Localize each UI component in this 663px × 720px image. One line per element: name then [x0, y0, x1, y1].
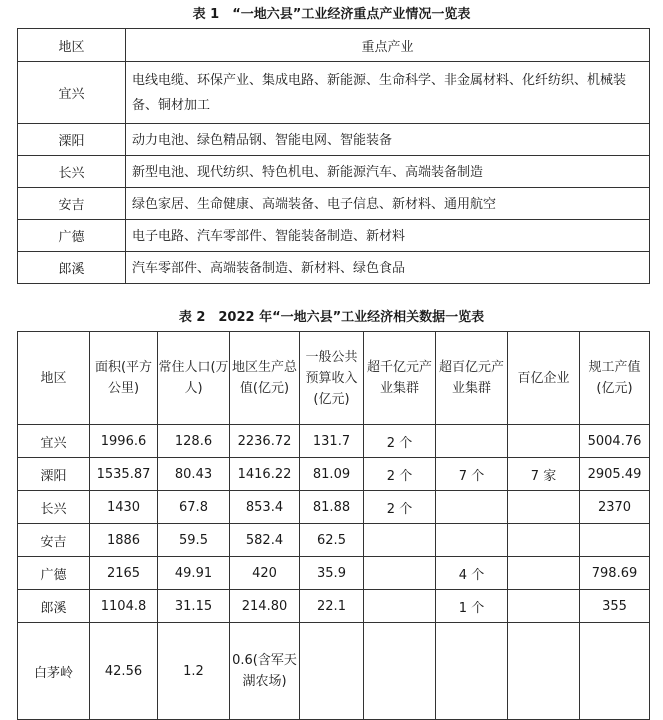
table1-caption: 表 1 “一地六县”工业经济重点产业情况一览表	[192, 7, 471, 22]
header-industries: 重点产业	[126, 29, 650, 62]
table-row	[18, 524, 650, 557]
table-header-row	[18, 29, 650, 62]
industrial-output-cell: 798.69	[580, 557, 650, 590]
region-cell: 郎溪	[18, 252, 126, 284]
table-row	[18, 425, 650, 458]
gdp-cell: 2236.72	[230, 425, 300, 458]
gdp-cell: 582.4	[230, 524, 300, 557]
region-cell: 长兴	[18, 491, 90, 524]
budget-revenue-cell: 81.88	[300, 491, 364, 524]
area-cell: 2165	[90, 557, 158, 590]
population-cell: 59.5	[158, 524, 230, 557]
table-row	[18, 590, 650, 623]
gdp-cell: 1416.22	[230, 458, 300, 491]
area-cell: 1535.87	[90, 458, 158, 491]
10b-clusters-cell: 4 个	[436, 557, 508, 590]
region-cell: 溧阳	[18, 458, 90, 491]
table-header-row	[18, 332, 650, 425]
table-row	[18, 188, 650, 220]
industrial-output-cell: 5004.76	[580, 425, 650, 458]
table-row	[18, 220, 650, 252]
header-population: 常住人口(万人)	[158, 332, 230, 425]
header-industrial-output: 规工产值(亿元)	[580, 332, 650, 425]
100b-clusters-cell	[364, 557, 436, 590]
10b-enterprises-cell	[508, 623, 580, 720]
area-cell: 42.56	[90, 623, 158, 720]
header-gdp: 地区生产总值(亿元)	[230, 332, 300, 425]
industries-cell: 动力电池、绿色精品钢、智能电网、智能装备	[126, 124, 650, 156]
table-row	[18, 62, 650, 124]
industries-cell: 电线电缆、环保产业、集成电路、新能源、生命科学、非金属材料、化纤纺织、机械装备、铜材加工	[126, 62, 650, 124]
100b-clusters-cell: 2 个	[364, 425, 436, 458]
population-cell: 80.43	[158, 458, 230, 491]
header-region: 地区	[18, 332, 90, 425]
budget-revenue-cell: 81.09	[300, 458, 364, 491]
budget-revenue-cell: 22.1	[300, 590, 364, 623]
region-cell: 安吉	[18, 524, 90, 557]
budget-revenue-cell: 35.9	[300, 557, 364, 590]
economic-data-table	[17, 331, 650, 720]
100b-clusters-cell	[364, 590, 436, 623]
10b-enterprises-cell	[508, 557, 580, 590]
gdp-cell: 0.6(含军天湖农场)	[230, 623, 300, 720]
population-cell: 128.6	[158, 425, 230, 458]
region-cell: 宜兴	[18, 62, 126, 124]
table-row	[18, 156, 650, 188]
budget-revenue-cell	[300, 623, 364, 720]
100b-clusters-cell	[364, 623, 436, 720]
header-10b-enterprises: 百亿企业	[508, 332, 580, 425]
header-budget-revenue: 一般公共预算收入(亿元)	[300, 332, 364, 425]
10b-enterprises-cell	[508, 425, 580, 458]
header-region: 地区	[18, 29, 126, 62]
table-row	[18, 458, 650, 491]
100b-clusters-cell: 2 个	[364, 458, 436, 491]
gdp-cell: 853.4	[230, 491, 300, 524]
table2-caption: 表 2 2022 年“一地六县”工业经济相关数据一览表	[178, 310, 485, 325]
10b-enterprises-cell	[508, 491, 580, 524]
industries-cell: 汽车零部件、高端装备制造、新材料、绿色食品	[126, 252, 650, 284]
region-cell: 郎溪	[18, 590, 90, 623]
10b-clusters-cell	[436, 623, 508, 720]
area-cell: 1996.6	[90, 425, 158, 458]
table-row	[18, 252, 650, 284]
population-cell: 67.8	[158, 491, 230, 524]
budget-revenue-cell: 131.7	[300, 425, 364, 458]
gdp-cell: 214.80	[230, 590, 300, 623]
population-cell: 31.15	[158, 590, 230, 623]
area-cell: 1430	[90, 491, 158, 524]
region-cell: 广德	[18, 557, 90, 590]
10b-clusters-cell: 1 个	[436, 590, 508, 623]
header-100b-clusters: 超千亿元产业集群	[364, 332, 436, 425]
10b-clusters-cell	[436, 524, 508, 557]
region-cell: 长兴	[18, 156, 126, 188]
table-row	[18, 557, 650, 590]
table-row	[18, 124, 650, 156]
industries-cell: 新型电池、现代纺织、特色机电、新能源汽车、高端装备制造	[126, 156, 650, 188]
industrial-output-cell: 2370	[580, 491, 650, 524]
area-cell: 1104.8	[90, 590, 158, 623]
10b-clusters-cell	[436, 425, 508, 458]
10b-clusters-cell: 7 个	[436, 458, 508, 491]
industrial-output-cell	[580, 623, 650, 720]
region-cell: 白茅岭	[18, 623, 90, 720]
10b-enterprises-cell: 7 家	[508, 458, 580, 491]
area-cell: 1886	[90, 524, 158, 557]
100b-clusters-cell	[364, 524, 436, 557]
10b-clusters-cell	[436, 491, 508, 524]
region-cell: 广德	[18, 220, 126, 252]
table-row	[18, 623, 650, 720]
industrial-output-cell: 2905.49	[580, 458, 650, 491]
key-industries-table	[17, 28, 650, 284]
population-cell: 49.91	[158, 557, 230, 590]
industries-cell: 电子电路、汽车零部件、智能装备制造、新材料	[126, 220, 650, 252]
industrial-output-cell: 355	[580, 590, 650, 623]
header-area: 面积(平方公里)	[90, 332, 158, 425]
budget-revenue-cell: 62.5	[300, 524, 364, 557]
10b-enterprises-cell	[508, 524, 580, 557]
header-10b-clusters: 超百亿元产业集群	[436, 332, 508, 425]
10b-enterprises-cell	[508, 590, 580, 623]
region-cell: 溧阳	[18, 124, 126, 156]
gdp-cell: 420	[230, 557, 300, 590]
population-cell: 1.2	[158, 623, 230, 720]
region-cell: 宜兴	[18, 425, 90, 458]
table-row	[18, 491, 650, 524]
industries-cell: 绿色家居、生命健康、高端装备、电子信息、新材料、通用航空	[126, 188, 650, 220]
industrial-output-cell	[580, 524, 650, 557]
100b-clusters-cell: 2 个	[364, 491, 436, 524]
region-cell: 安吉	[18, 188, 126, 220]
